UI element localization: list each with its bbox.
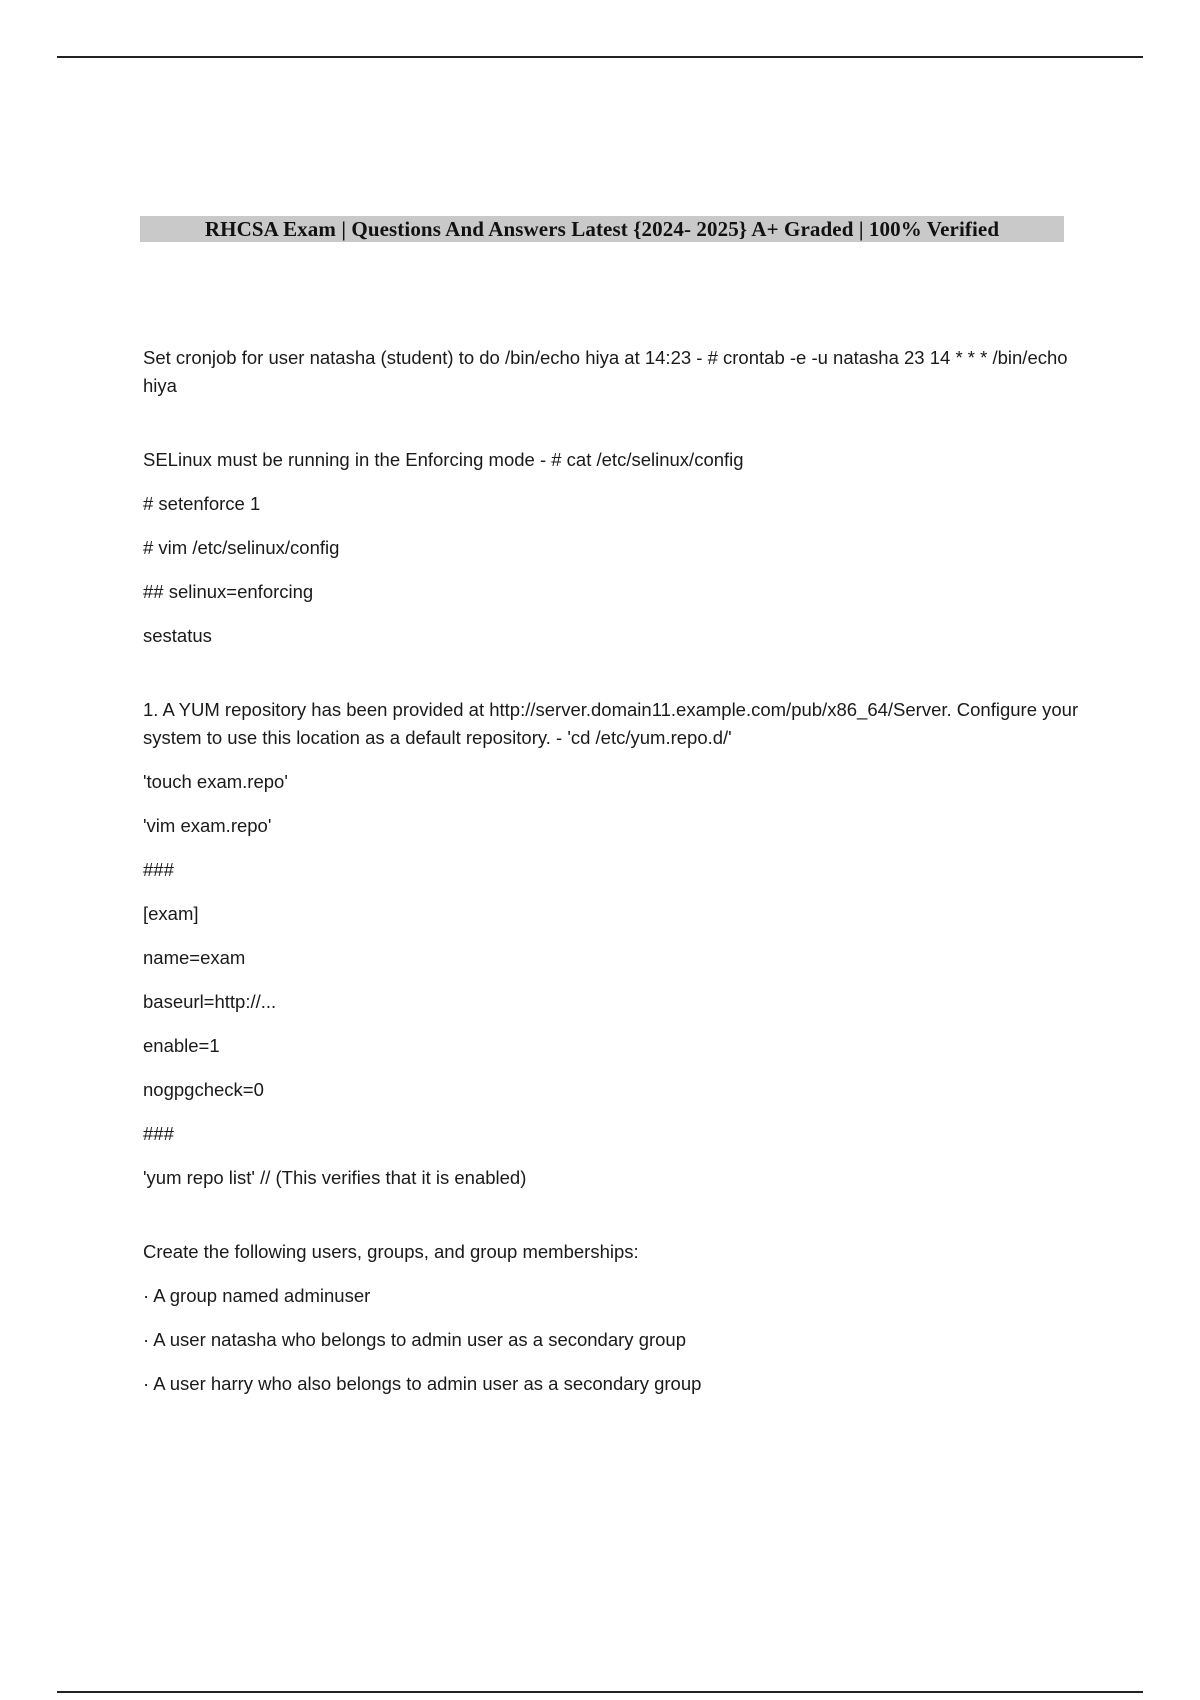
paragraph: ### (143, 859, 174, 880)
paragraph: sestatus (143, 625, 212, 646)
document-title-banner (140, 216, 1064, 242)
paragraph: baseurl=http://... (143, 991, 277, 1012)
paragraph: 'touch exam.repo' (143, 771, 288, 792)
document-body (143, 344, 1083, 1414)
list-item: · A group named adminuser (143, 1285, 371, 1306)
header-rule (57, 56, 1143, 58)
paragraph: 'vim exam.repo' (143, 815, 272, 836)
paragraph: SELinux must be running in the Enforcing mode - # cat /etc/selinux/config (143, 449, 744, 470)
paragraph: ### (143, 1123, 174, 1144)
paragraph: Set cronjob for user natasha (student) to do /bin/echo hiya at 14:23 - # crontab -e -u natasha 23 14 * * * /bin/echo hiya (143, 347, 1068, 396)
footer-rule (57, 1691, 1143, 1693)
list-item: · A user harry who also belongs to admin user as a secondary group (143, 1373, 702, 1394)
document-title: RHCSA Exam | Questions And Answers Latest {2024- 2025} A+ Graded | 100% Verified (204, 216, 1000, 241)
section-yum-repository (143, 696, 1083, 1192)
paragraph: 1. A YUM repository has been provided at http://server.domain11.example.com/pub/x86_64/Server. Configure your system to use this location as a default repository. - 'cd /etc/yum.repo.d/' (143, 699, 1079, 748)
paragraph: nogpgcheck=0 (143, 1079, 264, 1100)
paragraph: 'yum repo list' // (This verifies that it is enabled) (143, 1167, 527, 1188)
paragraph: name=exam (143, 947, 246, 968)
paragraph: # vim /etc/selinux/config (143, 537, 340, 558)
paragraph: [exam] (143, 903, 199, 924)
paragraph: # setenforce 1 (143, 493, 261, 514)
section-selinux (143, 446, 1083, 650)
paragraph: Create the following users, groups, and group memberships: (143, 1241, 639, 1262)
section-cronjob (143, 344, 1083, 400)
section-users-groups (143, 1238, 1083, 1398)
paragraph: ## selinux=enforcing (143, 581, 314, 602)
list-item: · A user natasha who belongs to admin user as a secondary group (143, 1329, 687, 1350)
paragraph: enable=1 (143, 1035, 220, 1056)
